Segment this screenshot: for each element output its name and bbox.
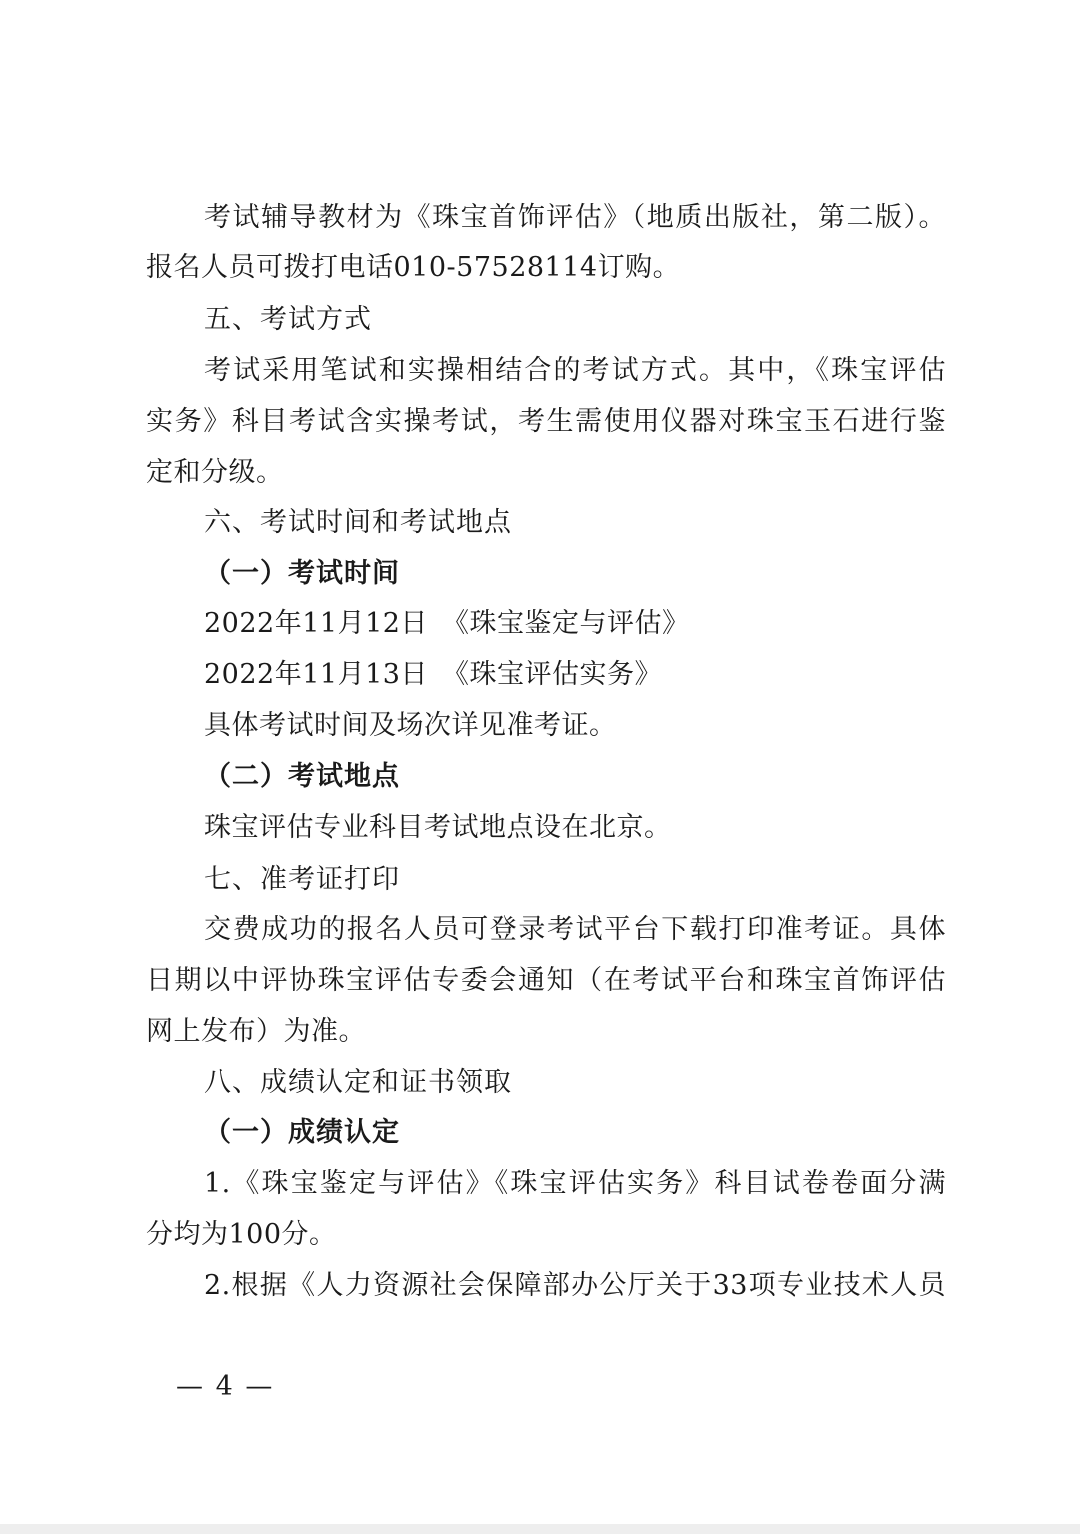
text-line: 分均为100分。 — [146, 1219, 337, 1250]
schedule-row — [204, 650, 1004, 700]
text-line: 考试辅导教材为《珠宝首饰评估》（地质出版社，第二版）。 — [204, 202, 946, 233]
text-line: 考试采用笔试和实操相结合的考试方式。其中，《珠宝评估 — [204, 355, 946, 386]
text-line: 交费成功的报名人员可登录考试平台下载打印准考证。具体 — [204, 914, 946, 945]
section-heading: 八、成绩认定和证书领取 — [204, 1067, 512, 1098]
subsection-heading: （一）考试时间 — [204, 558, 400, 589]
text-line: 具体考试时间及场次详见准考证。 — [204, 710, 617, 741]
schedule-date: 2022年11月13日 — [204, 659, 428, 690]
text-line: 珠宝评估专业科目考试地点设在北京。 — [204, 812, 672, 843]
text-line: 报名人员可拨打电话010-57528114订购。 — [146, 252, 681, 283]
text-line: 网上发布）为准。 — [146, 1016, 366, 1047]
page-bottom-edge — [0, 1524, 1080, 1534]
subsection-heading: （一）成绩认定 — [204, 1117, 400, 1148]
schedule-subject: 《珠宝鉴定与评估》 — [442, 608, 690, 639]
section-heading: 七、准考证打印 — [204, 864, 400, 895]
text-line: 2.根据《人力资源社会保障部办公厅关于33项专业技术人员 — [204, 1270, 946, 1301]
schedule-subject: 《珠宝评估实务》 — [442, 659, 662, 690]
page-number: — 4 — — [176, 1371, 275, 1402]
text-line: 实务》科目考试含实操考试，考生需使用仪器对珠宝玉石进行鉴 — [146, 406, 946, 437]
section-heading: 五、考试方式 — [204, 304, 372, 335]
section-heading: 六、考试时间和考试地点 — [204, 507, 512, 538]
text-line: 定和分级。 — [146, 457, 284, 488]
text-line: 1.《珠宝鉴定与评估》《珠宝评估实务》科目试卷卷面分满 — [204, 1168, 946, 1199]
schedule-row — [204, 599, 1004, 649]
schedule-date: 2022年11月12日 — [204, 608, 428, 639]
text-line: 日期以中评协珠宝评估专委会通知（在考试平台和珠宝首饰评估 — [146, 965, 946, 996]
subsection-heading: （二）考试地点 — [204, 761, 400, 792]
